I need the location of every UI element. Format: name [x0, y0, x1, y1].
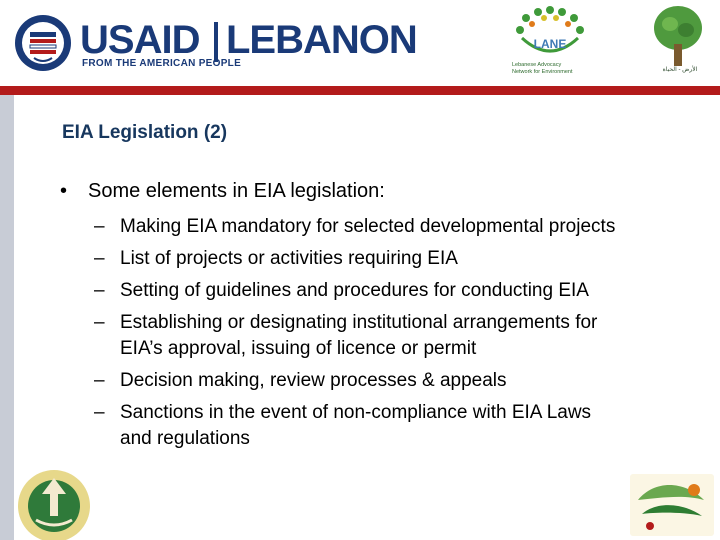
header-accent-bar	[0, 86, 720, 95]
sub-bullet-text: Making EIA mandatory for selected developmental projects	[120, 216, 616, 237]
sub-bullet-item	[60, 310, 660, 362]
university-seal-icon	[12, 464, 96, 540]
sub-bullet-text: Decision making, review processes & appeals	[120, 370, 507, 391]
tree-logo-caption: الأرض - الحياة	[662, 67, 698, 73]
lane-subtitle-line2: Network for Environment	[512, 69, 573, 75]
usaid-wordmark: USAID	[80, 18, 200, 62]
bullet-level1-text: Some elements in EIA legislation:	[88, 180, 385, 202]
sub-bullet-text: Setting of guidelines and procedures for conducting EIA	[120, 280, 589, 301]
sub-bullet-list	[60, 214, 660, 452]
dash-marker: –	[94, 370, 105, 391]
sub-bullet-item	[60, 400, 660, 452]
dash-marker: –	[94, 216, 105, 237]
sub-bullet-item	[60, 368, 660, 394]
sub-bullet-item	[60, 246, 660, 272]
usaid-divider	[214, 22, 218, 62]
dash-marker: –	[94, 248, 105, 269]
bullet-marker: •	[60, 180, 68, 202]
dash-marker: –	[94, 312, 105, 333]
usaid-tagline: FROM THE AMERICAN PEOPLE	[82, 58, 242, 69]
eco-movement-logo-icon	[624, 470, 720, 540]
sub-bullet-item	[60, 214, 660, 240]
svg-text:LANE: LANE	[533, 37, 567, 51]
tree-logo-icon	[650, 4, 706, 68]
bullet-level1	[60, 178, 660, 204]
sub-bullet-item	[60, 278, 660, 304]
sub-bullet-text: Establishing or designating institutional arrangements for EIA’s approval, issuing of licence or permit	[120, 312, 598, 359]
bullet-list	[60, 178, 660, 458]
slide-title: EIA Legislation (2)	[62, 122, 228, 143]
sub-bullet-text: List of projects or activities requiring EIA	[120, 248, 458, 269]
usaid-seal-icon	[14, 14, 72, 72]
dash-marker: –	[94, 280, 105, 301]
lane-subtitle-line1: Lebanese Advocacy	[512, 62, 562, 68]
lane-subtitle	[512, 62, 602, 76]
usaid-country-name: LEBANON	[226, 18, 417, 62]
sub-bullet-text: Sanctions in the event of non-compliance with EIA Laws and regulations	[120, 402, 592, 449]
header-banner	[0, 0, 720, 86]
dash-marker: –	[94, 402, 105, 423]
